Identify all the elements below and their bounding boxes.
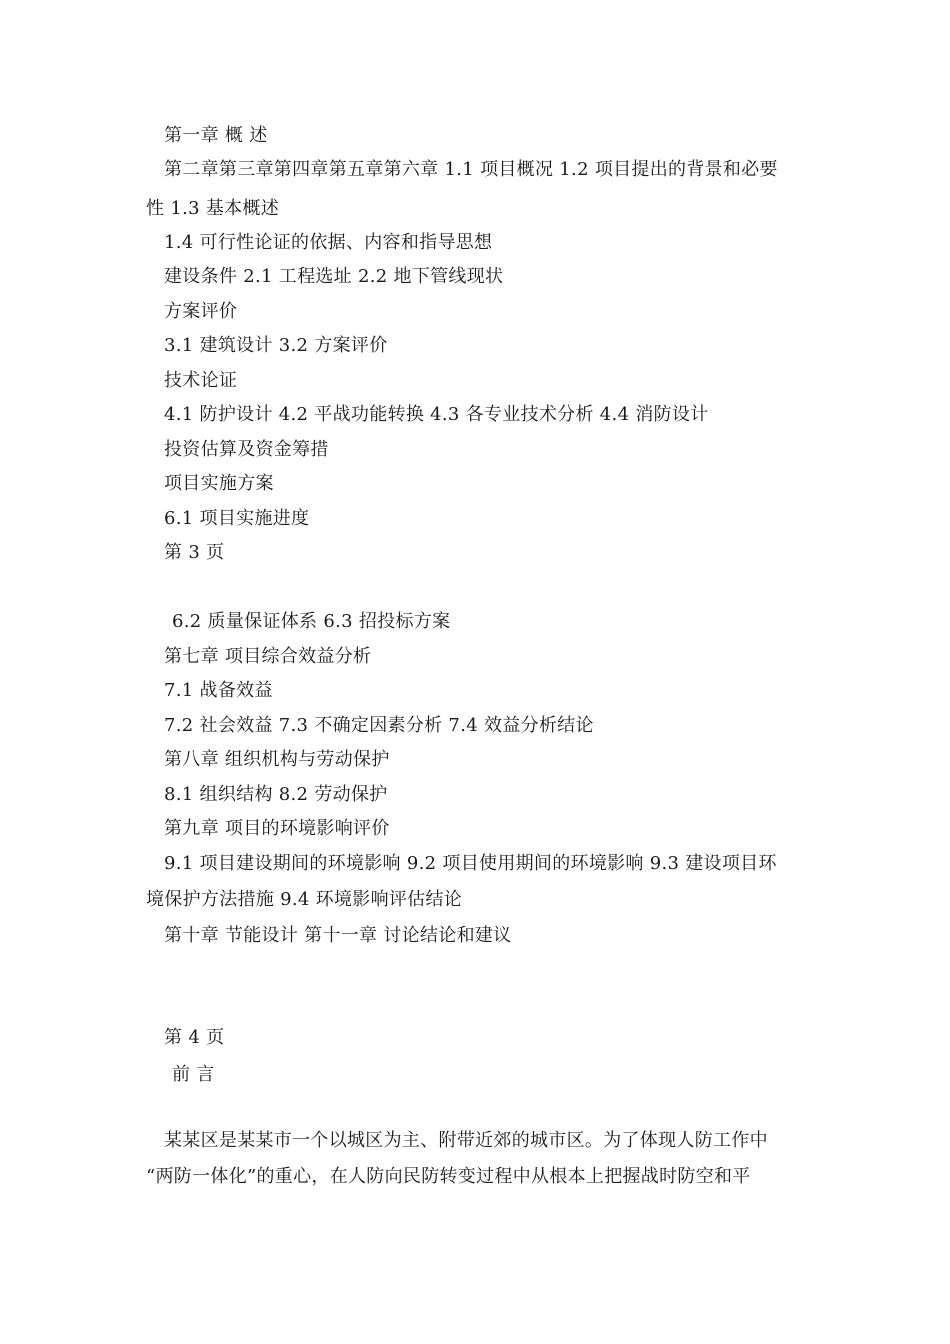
toc-section-7-1: 7.1 战备效益 (164, 680, 273, 701)
toc-line-continued: 性 1.3 基本概述 (146, 198, 280, 219)
toc-implementation-plan: 项目实施方案 (164, 473, 274, 494)
page-number-4: 第 4 页 (164, 1027, 225, 1048)
toc-sections-7: 7.2 社会效益 7.3 不确定因素分析 7.4 效益分析结论 (164, 715, 594, 736)
preface-heading: 前 言 (172, 1064, 215, 1085)
toc-sections-9: 9.1 项目建设期间的环境影响 9.2 项目使用期间的环境影响 9.3 建设项目环 (164, 853, 777, 874)
toc-sections-8: 8.1 组织结构 8.2 劳动保护 (164, 784, 388, 805)
toc-chapters-2-6-line: 第二章第三章第四章第五章第六章 1.1 项目概况 1.2 项目提出的背景和必要 (164, 159, 778, 180)
toc-sections-3: 3.1 建筑设计 3.2 方案评价 (164, 335, 388, 356)
toc-sections-9-continued: 境保护方法措施 9.4 环境影响评估结论 (146, 889, 463, 910)
toc-chapter-7: 第七章 项目综合效益分析 (164, 646, 372, 667)
toc-investment-estimate: 投资估算及资金筹措 (164, 439, 329, 460)
preface-paragraph-line-1: 某某区是某某市一个以城区为主、附带近郊的城市区。为了体现人防工作中 (164, 1130, 768, 1151)
toc-sections-4: 4.1 防护设计 4.2 平战功能转换 4.3 各专业技术分析 4.4 消防设计 (164, 404, 709, 425)
toc-chapters-10-11: 第十章 节能设计 第十一章 讨论结论和建议 (164, 925, 512, 946)
toc-chapter-1: 第一章 概 述 (164, 125, 268, 146)
toc-building-conditions: 建设条件 2.1 工程选址 2.2 地下管线现状 (164, 266, 504, 287)
preface-paragraph-line-2: “两防一体化”的重心，在人防向民防转变过程中从根本上把握战时防空和平 (146, 1166, 751, 1187)
toc-section-6-1: 6.1 项目实施进度 (164, 508, 310, 529)
toc-chapter-8: 第八章 组织机构与劳动保护 (164, 749, 390, 770)
toc-sections-6: 6.2 质量保证体系 6.3 招投标方案 (172, 611, 451, 632)
toc-chapter-9: 第九章 项目的环境影响评价 (164, 818, 390, 839)
toc-section-1-4: 1.4 可行性论证的依据、内容和指导思想 (164, 232, 493, 253)
toc-technical-demonstration: 技术论证 (164, 370, 238, 391)
page-number-3: 第 3 页 (164, 542, 225, 563)
toc-scheme-evaluation: 方案评价 (164, 301, 238, 322)
